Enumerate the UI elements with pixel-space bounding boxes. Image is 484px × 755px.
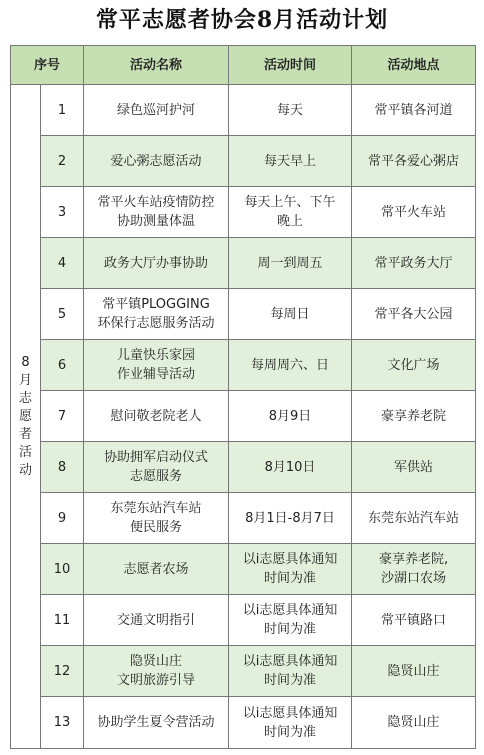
table-header-row (11, 46, 476, 85)
activity-place-cell: 豪享养老院 (352, 391, 476, 442)
table-row (11, 442, 476, 493)
page-title: 常平志愿者协会8月活动计划 (95, 7, 389, 33)
row-number-cell: 10 (41, 544, 84, 595)
row-number-cell: 2 (41, 136, 84, 187)
activity-name-cell: 常平镇PLOGGING 环保行志愿服务活动 (84, 289, 229, 340)
activity-time-cell: 8月9日 (229, 391, 352, 442)
activity-name-cell: 志愿者农场 (84, 544, 229, 595)
activity-place-cell: 常平各大公园 (352, 289, 476, 340)
activity-name-cell: 儿童快乐家园 作业辅导活动 (84, 340, 229, 391)
activity-place-cell: 常平镇路口 (352, 595, 476, 646)
activity-name-cell: 爱心粥志愿活动 (84, 136, 229, 187)
activity-time-cell: 周一到周五 (229, 238, 352, 289)
table-row (11, 595, 476, 646)
table-row (11, 340, 476, 391)
table-row (11, 544, 476, 595)
activity-time-cell: 8月10日 (229, 442, 352, 493)
table-row (11, 187, 476, 238)
table-row (11, 697, 476, 749)
activity-name-cell: 隐贤山庄 文明旅游引导 (84, 646, 229, 697)
activity-place-cell: 常平火车站 (352, 187, 476, 238)
activity-time-cell: 以i志愿具体通知 时间为准 (229, 544, 352, 595)
row-number-cell: 9 (41, 493, 84, 544)
activity-place-cell: 隐贤山庄 (352, 646, 476, 697)
row-number-cell: 8 (41, 442, 84, 493)
activity-place-cell: 文化广场 (352, 340, 476, 391)
activity-time-cell: 每周周六、日 (229, 340, 352, 391)
header-activity-time: 活动时间 (229, 46, 352, 85)
row-number-cell: 3 (41, 187, 84, 238)
group-label: 8月志愿者活动 (18, 354, 32, 478)
activity-time-cell: 以i志愿具体通知 时间为准 (229, 595, 352, 646)
group-label-cell (11, 85, 41, 749)
row-number-cell: 6 (41, 340, 84, 391)
activity-name-cell: 政务大厅办事协助 (84, 238, 229, 289)
activity-time-cell: 每天早上 (229, 136, 352, 187)
row-number-cell: 7 (41, 391, 84, 442)
table-row (11, 391, 476, 442)
activity-place-cell: 东莞东站汽车站 (352, 493, 476, 544)
activity-name-cell: 交通文明指引 (84, 595, 229, 646)
header-activity-name: 活动名称 (84, 46, 229, 85)
activity-place-cell: 军供站 (352, 442, 476, 493)
row-number-cell: 5 (41, 289, 84, 340)
activity-name-cell: 慰问敬老院老人 (84, 391, 229, 442)
activity-name-cell: 协助拥军启动仪式 志愿服务 (84, 442, 229, 493)
table-row (11, 85, 476, 136)
table-row (11, 493, 476, 544)
row-number-cell: 1 (41, 85, 84, 136)
activity-plan-table (10, 45, 476, 749)
table-row (11, 289, 476, 340)
activity-time-cell: 每天上午、下午 晚上 (229, 187, 352, 238)
row-number-cell: 12 (41, 646, 84, 697)
row-number-cell: 13 (41, 697, 84, 749)
activity-name-cell: 绿色巡河护河 (84, 85, 229, 136)
activity-place-cell: 豪享养老院, 沙湖口农场 (352, 544, 476, 595)
row-number-cell: 4 (41, 238, 84, 289)
header-index: 序号 (11, 46, 84, 85)
row-number-cell: 11 (41, 595, 84, 646)
activity-place-cell: 常平镇各河道 (352, 85, 476, 136)
header-activity-place: 活动地点 (352, 46, 476, 85)
activity-name-cell: 常平火车站疫情防控 协助测量体温 (84, 187, 229, 238)
activity-time-cell: 以i志愿具体通知 时间为准 (229, 697, 352, 749)
table-row (11, 646, 476, 697)
activity-name-cell: 东莞东站汽车站 便民服务 (84, 493, 229, 544)
activity-name-cell: 协助学生夏令营活动 (84, 697, 229, 749)
activity-time-cell: 8月1日-8月7日 (229, 493, 352, 544)
table-row (11, 136, 476, 187)
activity-place-cell: 常平政务大厅 (352, 238, 476, 289)
activity-time-cell: 以i志愿具体通知 时间为准 (229, 646, 352, 697)
activity-place-cell: 常平各爱心粥店 (352, 136, 476, 187)
table-row (11, 238, 476, 289)
activity-time-cell: 每周日 (229, 289, 352, 340)
activity-place-cell: 隐贤山庄 (352, 697, 476, 749)
activity-time-cell: 每天 (229, 85, 352, 136)
